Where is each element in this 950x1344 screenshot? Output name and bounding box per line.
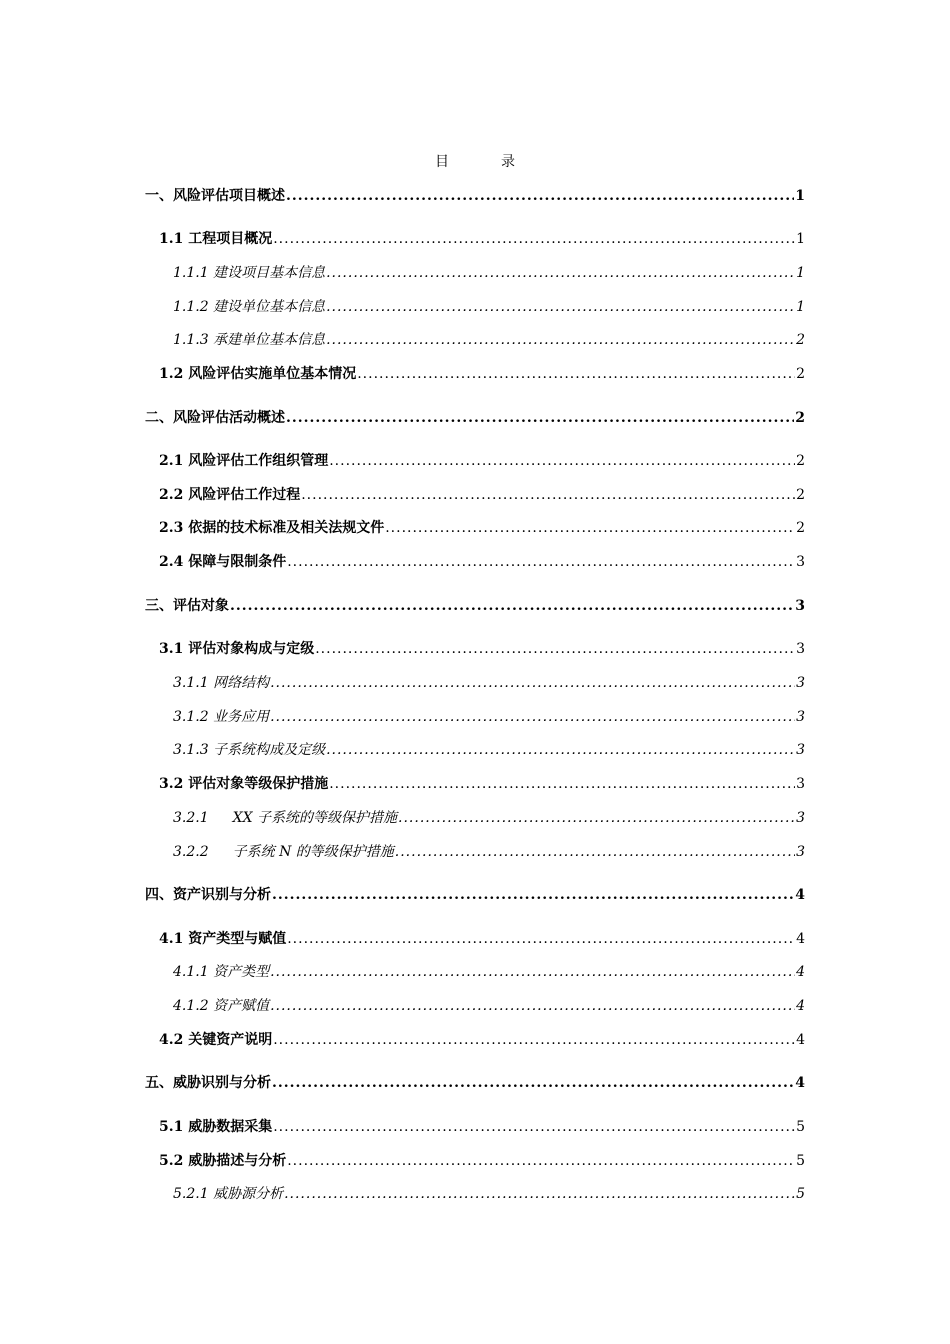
toc-title	[0, 151, 950, 171]
toc-entry-3[interactable]: 三、评估对象 ..... 3	[145, 596, 805, 616]
toc-entry-3-1-3[interactable]: 3.1.3 子系统构成及定级 ..... 3	[173, 740, 805, 760]
toc-entry-5-2-1[interactable]: 5.2.1 威胁源分析 ..... 5	[173, 1184, 805, 1204]
toc-entry-1-1[interactable]: 1.1 工程项目概况 ..... 1	[159, 229, 805, 249]
toc-entry-4-1-1[interactable]: 4.1.1 资产类型 ..... 4	[173, 962, 805, 982]
toc-entry-3-2[interactable]: 3.2 评估对象等级保护措施 ..... 3	[159, 774, 805, 794]
toc-entry-2-4[interactable]: 2.4 保障与限制条件 ..... 3	[159, 552, 805, 572]
toc-entry-5-1[interactable]: 5.1 威胁数据采集 ..... 5	[159, 1117, 805, 1137]
toc-entry-4-1-2[interactable]: 4.1.2 资产赋值 ..... 4	[173, 996, 805, 1016]
toc-entry-3-2-2[interactable]: 3.2.2 子系统 N 的等级保护措施 ..... 3	[173, 842, 805, 862]
toc-entry-3-2-1[interactable]: 3.2.1 XX 子系统的等级保护措施 ..... 3	[173, 808, 805, 828]
toc-entry-2-2[interactable]: 2.2 风险评估工作过程 ..... 2	[159, 485, 805, 505]
toc-entry-2-3[interactable]: 2.3 依据的技术标准及相关法规文件 ..... 2	[159, 518, 805, 538]
toc-entry-4[interactable]: 四、资产识别与分析 ..... 4	[145, 885, 805, 905]
toc-entry-1-2[interactable]: 1.2 风险评估实施单位基本情况 ..... 2	[159, 364, 805, 384]
toc-entry-1-1-1[interactable]: 1.1.1 建设项目基本信息 ..... 1	[173, 263, 805, 283]
toc-entry-1[interactable]: 一、风险评估项目概述 ..... 1	[145, 186, 805, 206]
toc-entry-4-1[interactable]: 4.1 资产类型与赋值 ..... 4	[159, 929, 805, 949]
toc-entry-1-1-3[interactable]: 1.1.3 承建单位基本信息 ..... 2	[173, 330, 805, 350]
toc-entry-4-2[interactable]: 4.2 关键资产说明 ..... 4	[159, 1030, 805, 1050]
toc-title-left: 目	[435, 154, 449, 170]
toc-entry-3-1[interactable]: 3.1 评估对象构成与定级 ..... 3	[159, 639, 805, 659]
toc-entry-5[interactable]: 五、威胁识别与分析 ..... 4	[145, 1073, 805, 1093]
toc-title-right: 录	[501, 154, 515, 170]
toc-entry-3-1-1[interactable]: 3.1.1 网络结构 ..... 3	[173, 673, 805, 693]
toc-entry-1-1-2[interactable]: 1.1.2 建设单位基本信息 ..... 1	[173, 297, 805, 317]
toc-entry-3-1-2[interactable]: 3.1.2 业务应用 ..... 3	[173, 707, 805, 727]
toc-entry-2[interactable]: 二、风险评估活动概述 ..... 2	[145, 408, 805, 428]
toc-entry-2-1[interactable]: 2.1 风险评估工作组织管理 ..... 2	[159, 451, 805, 471]
toc-entry-5-2[interactable]: 5.2 威胁描述与分析 ..... 5	[159, 1151, 805, 1171]
